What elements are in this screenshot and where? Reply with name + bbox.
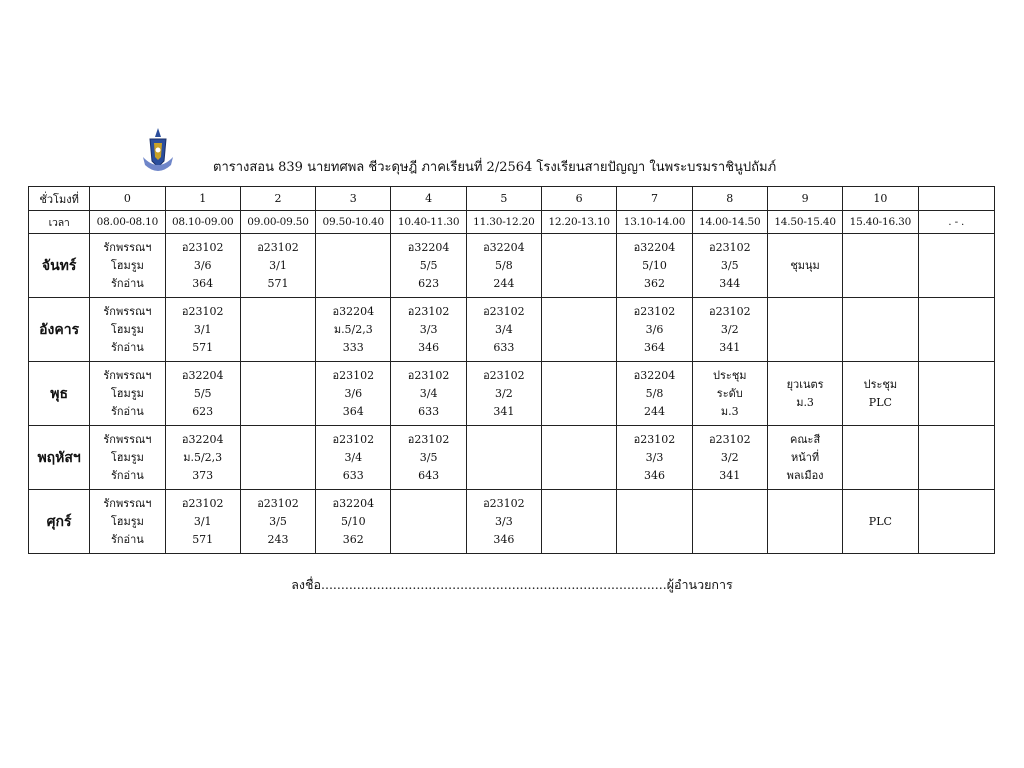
schedule-cell (767, 490, 842, 554)
day-row (29, 426, 995, 490)
schedule-cell (240, 426, 315, 490)
schedule-cell-line: 633 (418, 404, 440, 418)
schedule-cell (692, 426, 767, 490)
schedule-cell (316, 234, 391, 298)
schedule-cell-line: อ23102 (633, 432, 676, 446)
day-row (29, 362, 995, 426)
schedule-cell-line: ประชุม (713, 368, 747, 382)
schedule-cell (391, 298, 466, 362)
schedule-cell-line: อ23102 (708, 432, 751, 446)
day-row (29, 298, 995, 362)
schedule-cell-line: 244 (493, 276, 515, 290)
schedule-cell (542, 362, 617, 426)
schedule-cell-line: รักพรรณฯ (103, 368, 152, 382)
schedule-cell (692, 362, 767, 426)
schedule-cell-line: 362 (643, 276, 665, 290)
schedule-cell (391, 426, 466, 490)
schedule-cell-line: รักพรรณฯ (103, 432, 152, 446)
schedule-cell-line: 3/6 (645, 322, 664, 336)
schedule-cell-line: รักอ่าน (110, 404, 144, 418)
schedule-cell (165, 426, 240, 490)
schedule-cell-line: อ23102 (407, 304, 450, 318)
schedule-cell-line: 3/6 (193, 258, 212, 272)
day-name: พุธ (29, 362, 90, 426)
schedule-cell (843, 490, 918, 554)
schedule-cell-line: 244 (643, 404, 665, 418)
schedule-cell (165, 298, 240, 362)
schedule-cell-line: หน้าที่ (790, 450, 820, 464)
schedule-cell-line: โฮมรูม (110, 322, 144, 336)
period-number: 10 (843, 187, 918, 211)
schedule-cell-line: อ23102 (708, 304, 751, 318)
schedule-cell-line: 341 (719, 468, 741, 482)
schedule-cell-line: อ32204 (407, 240, 450, 254)
schedule-cell (542, 426, 617, 490)
schedule-cell (316, 298, 391, 362)
schedule-cell (165, 234, 240, 298)
schedule-cell (466, 234, 541, 298)
period-number (918, 187, 994, 211)
schedule-cell-line: อ32204 (332, 304, 375, 318)
schedule-cell-line: อ23102 (407, 432, 450, 446)
schedule-cell-line: พลเมือง (786, 468, 824, 482)
schedule-cell (692, 298, 767, 362)
signature-line: ลงชื่อ.......................................................................................ผู้อำนวยการ (291, 577, 733, 592)
schedule-cell (240, 298, 315, 362)
schedule-cell (767, 362, 842, 426)
schedule-cell-line: 362 (342, 532, 364, 546)
period-number: 3 (316, 187, 391, 211)
schedule-cell-line: 3/1 (269, 258, 287, 272)
schedule-cell-line: 3/6 (344, 386, 363, 400)
schedule-cell (918, 234, 994, 298)
schedule-cell (466, 298, 541, 362)
schedule-cell-line: 3/1 (193, 514, 212, 528)
schedule-cell-line: อ23102 (483, 496, 525, 510)
schedule-cell-line: รักอ่าน (110, 276, 144, 290)
schedule-cell (466, 426, 541, 490)
schedule-cell (316, 426, 391, 490)
schedule-cell-line: คณะสี (789, 432, 821, 446)
schedule-cell-line: โฮมรูม (110, 258, 144, 272)
time-label: เวลา (29, 211, 90, 234)
schedule-cell-line: 5/8 (645, 386, 664, 400)
schedule-cell (466, 490, 541, 554)
schedule-cell-line: อ23102 (407, 368, 450, 382)
day-name: อังคาร (29, 298, 90, 362)
schedule-cell (90, 426, 165, 490)
schedule-cell (692, 490, 767, 554)
schedule-cell-line: ม.3 (796, 395, 814, 409)
time-slot: 10.40-11.30 (391, 211, 466, 234)
schedule-cell-line: 5/10 (340, 514, 366, 528)
day-name: พฤหัสฯ (29, 426, 90, 490)
schedule-cell (90, 490, 165, 554)
schedule-cell-line: 643 (418, 468, 440, 482)
schedule-cell-line: 5/8 (495, 258, 513, 272)
schedule-cell-line: ระดับ (716, 386, 743, 400)
schedule-cell-line: 571 (267, 276, 289, 290)
schedule-cell-line: 373 (192, 468, 214, 482)
schedule-cell-line: โฮมรูม (110, 450, 144, 464)
schedule-cell (90, 298, 165, 362)
schedule-cell-line: อ23102 (181, 304, 224, 318)
schedule-cell-line: ม.5/2,3 (333, 322, 373, 336)
schedule-cell-line: 5/5 (419, 258, 438, 272)
schedule-cell (240, 490, 315, 554)
schedule-cell-line: 341 (719, 340, 741, 354)
schedule-cell-line: 364 (643, 340, 665, 354)
period-number: 8 (692, 187, 767, 211)
schedule-cell-line: 3/3 (495, 514, 513, 528)
period-number: 7 (617, 187, 692, 211)
schedule-cell-line: 3/5 (419, 450, 438, 464)
schedule-cell-line: ยุวเนตร (786, 377, 824, 391)
time-slot: 15.40-16.30 (843, 211, 918, 234)
schedule-cell (617, 298, 692, 362)
schedule-cell (617, 362, 692, 426)
schedule-cell-line: อ23102 (483, 304, 525, 318)
schedule-cell-line: 571 (192, 532, 214, 546)
schedule-cell-line: อ32204 (332, 496, 375, 510)
schedule-cell (240, 234, 315, 298)
schedule-cell-line: 333 (342, 340, 364, 354)
schedule-cell-line: 3/5 (269, 514, 287, 528)
time-slot: . - . (918, 211, 994, 234)
schedule-cell-line: อ23102 (181, 496, 224, 510)
period-header-label: ชั่วโมงที่ (29, 187, 90, 211)
schedule-cell-line: 341 (493, 404, 515, 418)
schedule-cell-line: 364 (342, 404, 364, 418)
schedule-cell-line: 623 (192, 404, 214, 418)
schedule-cell (391, 362, 466, 426)
day-name: จันทร์ (29, 234, 90, 298)
period-number: 6 (542, 187, 617, 211)
schedule-cell (617, 490, 692, 554)
period-number: 5 (466, 187, 541, 211)
schedule-cell (542, 490, 617, 554)
schedule-cell (316, 490, 391, 554)
schedule-cell-line: อ32204 (181, 432, 224, 446)
schedule-cell (240, 362, 315, 426)
schedule-cell-line: 3/2 (720, 450, 739, 464)
schedule-cell-line: รักพรรณฯ (103, 496, 152, 510)
schedule-cell-line: อ23102 (257, 496, 299, 510)
day-row (29, 234, 995, 298)
schedule-cell (843, 426, 918, 490)
schedule-cell-line: 3/3 (645, 450, 664, 464)
time-row (29, 211, 995, 234)
schedule-cell (767, 298, 842, 362)
schedule-cell-line: 623 (418, 276, 440, 290)
period-number: 2 (240, 187, 315, 211)
schedule-cell (617, 426, 692, 490)
schedule-cell-line: รักอ่าน (110, 532, 144, 546)
schedule-cell (918, 490, 994, 554)
schedule-cell-line: อ32204 (483, 240, 525, 254)
period-number: 0 (90, 187, 165, 211)
schedule-cell (843, 362, 918, 426)
timetable (28, 186, 995, 554)
day-row (29, 490, 995, 554)
schedule-cell (767, 234, 842, 298)
schedule-cell-line: รักอ่าน (110, 468, 144, 482)
schedule-cell-line: อ32204 (181, 368, 224, 382)
schedule-cell (617, 234, 692, 298)
schedule-cell-line: 3/4 (344, 450, 363, 464)
period-number: 1 (165, 187, 240, 211)
schedule-cell-line: รักพรรณฯ (103, 304, 152, 318)
schedule-cell (918, 362, 994, 426)
schedule-cell-line: 346 (493, 532, 515, 546)
schedule-cell-line: รักอ่าน (110, 340, 144, 354)
schedule-cell (692, 234, 767, 298)
period-number: 9 (767, 187, 842, 211)
schedule-cell-line: PLC (868, 514, 892, 528)
schedule-cell-line: อ23102 (181, 240, 224, 254)
time-slot: 08.10-09.00 (165, 211, 240, 234)
schedule-cell-line: 3/3 (419, 322, 438, 336)
page-title: ตารางสอน 839 นายทศพล ชีวะดุษฎี ภาคเรียนที่ 2/2564 โรงเรียนสายปัญญา ในพระบรมราชินูปถัมภ์ (213, 160, 777, 175)
schedule-cell-line: อ32204 (633, 368, 676, 382)
time-slot: 13.10-14.00 (617, 211, 692, 234)
schedule-cell-line: 3/5 (720, 258, 739, 272)
schedule-cell (90, 234, 165, 298)
schedule-cell (918, 298, 994, 362)
schedule-cell-line: 3/2 (720, 322, 739, 336)
schedule-cell-line: 5/10 (642, 258, 667, 272)
time-slot: 11.30-12.20 (466, 211, 541, 234)
day-name: ศุกร์ (29, 490, 90, 554)
schedule-cell-line: รักพรรณฯ (103, 240, 152, 254)
schedule-cell-line: อ32204 (633, 240, 676, 254)
schedule-cell-line: อ23102 (633, 304, 676, 318)
schedule-cell (466, 362, 541, 426)
school-emblem-icon (141, 127, 175, 177)
time-slot: 14.50-15.40 (767, 211, 842, 234)
schedule-cell (767, 426, 842, 490)
schedule-cell (165, 490, 240, 554)
schedule-cell-line: 344 (719, 276, 741, 290)
time-slot: 09.50-10.40 (316, 211, 391, 234)
schedule-cell (391, 490, 466, 554)
schedule-cell (542, 234, 617, 298)
schedule-cell-line: ม.3 (720, 404, 739, 418)
schedule-cell-line: 3/4 (495, 322, 513, 336)
schedule-cell-line: PLC (868, 395, 892, 409)
time-slot: 08.00-08.10 (90, 211, 165, 234)
schedule-cell (843, 234, 918, 298)
schedule-cell-line: 364 (192, 276, 214, 290)
schedule-cell (843, 298, 918, 362)
schedule-cell (391, 234, 466, 298)
schedule-cell-line: 346 (418, 340, 440, 354)
schedule-cell (918, 426, 994, 490)
schedule-cell (165, 362, 240, 426)
schedule-cell-line: โฮมรูม (110, 514, 144, 528)
schedule-cell-line: ชุมนุม (790, 258, 820, 272)
schedule-cell-line: 3/2 (495, 386, 513, 400)
schedule-cell-line: 243 (267, 532, 289, 546)
schedule-cell-line: อ23102 (257, 240, 299, 254)
schedule-cell-line: 633 (493, 340, 515, 354)
schedule-cell-line: 633 (342, 468, 364, 482)
schedule-cell-line: ม.5/2,3 (183, 450, 223, 464)
schedule-cell (542, 298, 617, 362)
time-slot: 12.20-13.10 (542, 211, 617, 234)
schedule-cell-line: โฮมรูม (110, 386, 144, 400)
schedule-cell-line: อ23102 (332, 368, 375, 382)
schedule-cell (316, 362, 391, 426)
schedule-cell-line: อ23102 (708, 240, 751, 254)
period-number: 4 (391, 187, 466, 211)
schedule-cell-line: 346 (643, 468, 665, 482)
time-slot: 09.00-09.50 (240, 211, 315, 234)
schedule-cell (90, 362, 165, 426)
schedule-cell-line: 3/1 (193, 322, 212, 336)
schedule-cell-line: 5/5 (193, 386, 212, 400)
schedule-cell-line: 571 (192, 340, 214, 354)
time-slot: 14.00-14.50 (692, 211, 767, 234)
schedule-cell-line: ประชุม (863, 377, 898, 391)
period-header-row (29, 187, 995, 211)
schedule-cell-line: 3/4 (419, 386, 438, 400)
schedule-cell-line: อ23102 (332, 432, 375, 446)
schedule-cell-line: อ23102 (483, 368, 525, 382)
